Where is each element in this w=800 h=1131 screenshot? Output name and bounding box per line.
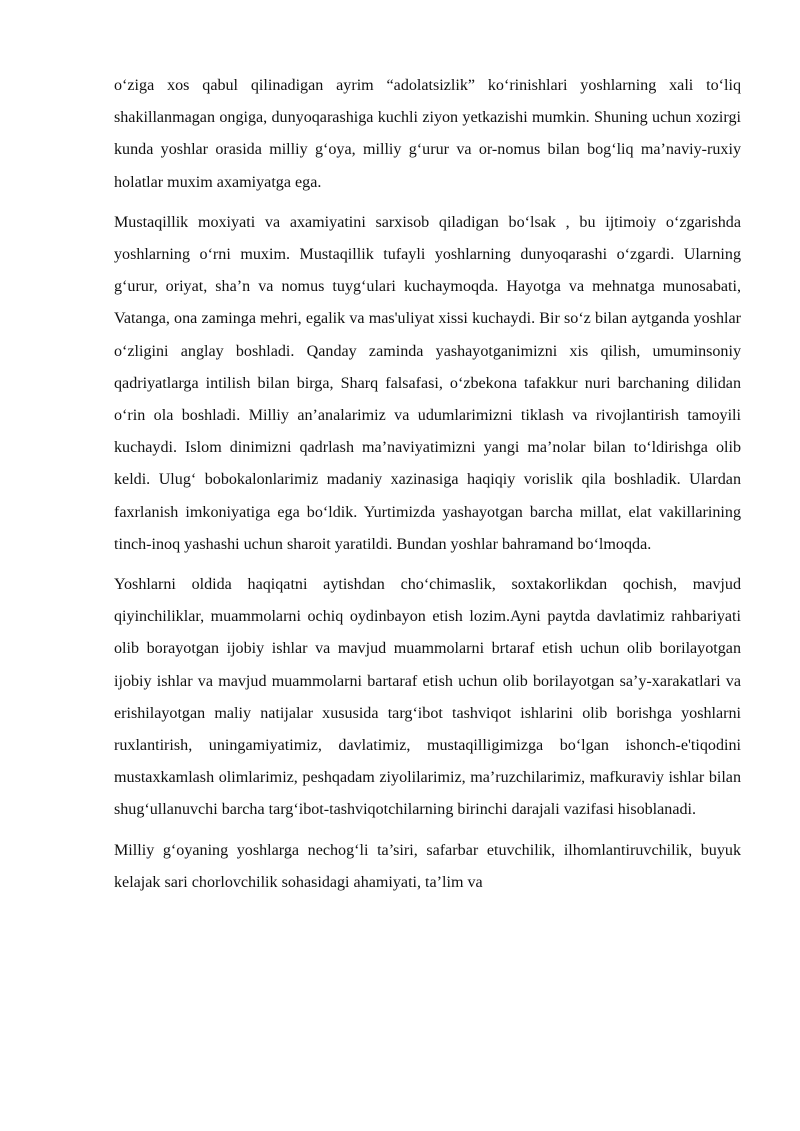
- document-page: [114, 70, 741, 907]
- paragraph-2: Mustaqillik moxiyati va axamiyatini sarxisob qiladigan bo‘lsak , bu ijtimoiy o‘zgarishda yoshlarning o‘rni muxim. Mustaqillik tufayli yoshlarning dunyoqarashi o‘zgardi. Ularning g‘urur, oriyat, sha’n va nomus tuyg‘ulari kuchaymoqda. Hayotga va mehnatga munosabati, Vatanga, ona zaminga mehri, egalik va mas'uliyat xissi kuchaydi. Bir so‘z bilan aytganda yoshlar o‘zligini anglay boshladi. Qanday zaminda yashayotganimizni xis qilish, umuminsoniy qadriyatlarga intilish bilan birga, Sharq falsafasi, o‘zbekona tafakkur nuri barchaning dilidan o‘rin ola boshladi. Milliy an’analarimiz va udumlarimizni tiklash va rivojlantirish tamoyili kuchaydi. Islom dinimizni qadrlash ma’naviyatimizni yangi ma’nolar bilan to‘ldirishga olib keldi. Ulug‘ bobokalonlarimiz madaniy xazinasiga haqiqiy vorislik qila boshladik. Ulardan faxrlanish imkoniyatiga ega bo‘ldik. Yurtimizda yashayotgan barcha millat, elat vakillarining tinch-inoq yashashi uchun sharoit yaratildi. Bundan yoshlar bahramand bo‘lmoqda.: [114, 213, 741, 553]
- paragraph-4: Milliy g‘oyaning yoshlarga nechog‘li ta’siri, safarbar etuvchilik, ilhomlantiruvchilik, buyuk kelajak sari chorlovchilik sohasidagi ahamiyati, ta’lim va: [114, 841, 741, 891]
- paragraph-1: o‘ziga xos qabul qilinadigan ayrim “adolatsizlik” ko‘rinishlari yoshlarning xali to‘liq shakillanmagan ongiga, dunyoqarashiga kuchli ziyon yetkazishi mumkin. Shuning uchun xozirgi kunda yoshlar orasida milliy g‘oya, milliy g‘urur va or-nomus bilan bog‘liq ma’naviy-ruxiy holatlar muxim axamiyatga ega.: [114, 77, 741, 191]
- paragraph-3: Yoshlarni oldida haqiqatni aytishdan cho‘chimaslik, soxtakorlikdan qochish, mavjud qiyinchiliklar, muammolarni ochiq oydinbayon etish lozim.Ayni paytda davlatimiz rahbariyati olib borayotgan ijobiy ishlar va mavjud muammolarni brtaraf etish uchun olib borilayotgan ijobiy ishlar va mavjud muammolarni bartaraf etish uchun olib borilayotgan sa’y-xarakatlari va erishilayotgan maliy natijalar xususida targ‘ibot tashviqot ishlarini olib borishga yoshlarni ruxlantirish, uningamiyatimiz, davlatimiz, mustaqilligimizga bo‘lgan ishonch-e'tiqodini mustaxkamlash olimlarimiz, peshqadam ziyolilarimiz, ma’ruzchilarimiz, mafkuraviy ishlar bilan shug‘ullanuvchi barcha targ‘ibot-tashviqotchilarning birinchi darajali vazifasi hisoblanadi.: [114, 576, 741, 819]
